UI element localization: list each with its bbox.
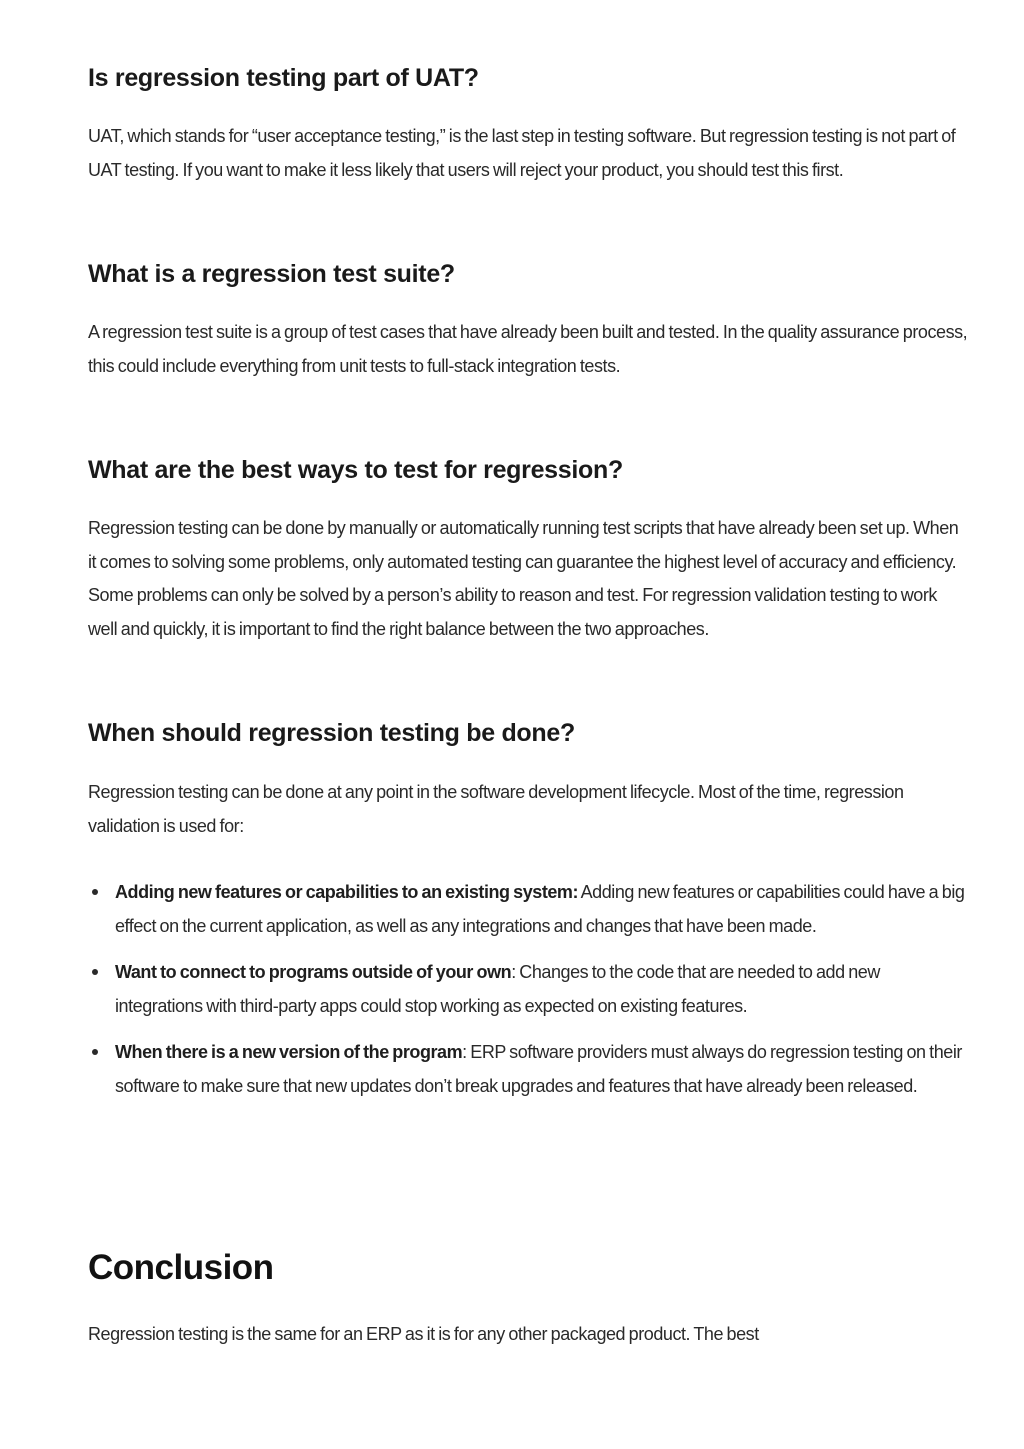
section-body-uat: UAT, which stands for “user acceptance testing,” is the last step in testing software. But regression testing is not part of UAT testing. If you want to make it less likely that users will reject your product, you should test this first. — [88, 126, 956, 180]
section-heading-when: When should regression testing be done? — [88, 719, 575, 747]
section-body-best-ways: Regression testing can be done by manually or automatically running test scripts that have already been set up. When it comes to solving some problems, only automated testing can guarantee the highest level of accuracy and efficiency. Some problems can only be solved by a person’s ability to reason and test. For regression validation testing to work well and quickly, it is important to find the right balance between the two approaches. — [88, 518, 959, 639]
list-item-text: : ERP software providers must always do regression testing on their software to make sure that new updates don’t break upgrades and features that have already been released. — [115, 1042, 962, 1096]
list-item — [88, 1036, 968, 1103]
bullet-icon — [92, 1049, 98, 1055]
list-item-text: Adding new features or capabilities could have a big effect on the current application, as well as any integrations and changes that have been made. — [115, 882, 965, 936]
section-heading-uat: Is regression testing part of UAT? — [88, 64, 479, 92]
list-item — [88, 876, 968, 943]
list-item-title: Adding new features or capabilities to an existing system: — [115, 882, 579, 902]
bullet-icon — [92, 889, 98, 895]
list-item-text: : Changes to the code that are needed to add new integrations with third-party apps could stop working as expected on existing features. — [115, 962, 880, 1016]
conclusion-heading: Conclusion — [88, 1248, 274, 1287]
section-body-test-suite: A regression test suite is a group of test cases that have already been built and tested. In the quality assurance process, this could include everything from unit tests to full-stack integration tests. — [88, 322, 968, 376]
list-item-title: Want to connect to programs outside of your own — [115, 962, 512, 983]
list-item — [88, 956, 968, 1023]
section-heading-test-suite: What is a regression test suite? — [88, 260, 455, 288]
section-body-when: Regression testing can be done at any point in the software development lifecycle. Most of the time, regression validation is used for: — [88, 782, 904, 836]
section-heading-best-ways: What are the best ways to test for regression? — [88, 456, 623, 484]
use-case-list — [88, 876, 968, 1117]
list-item-title: When there is a new version of the program — [115, 1042, 463, 1063]
bullet-icon — [92, 969, 98, 975]
conclusion-body: Regression testing is the same for an ERP as it is for any other packaged product. The best — [88, 1324, 759, 1344]
